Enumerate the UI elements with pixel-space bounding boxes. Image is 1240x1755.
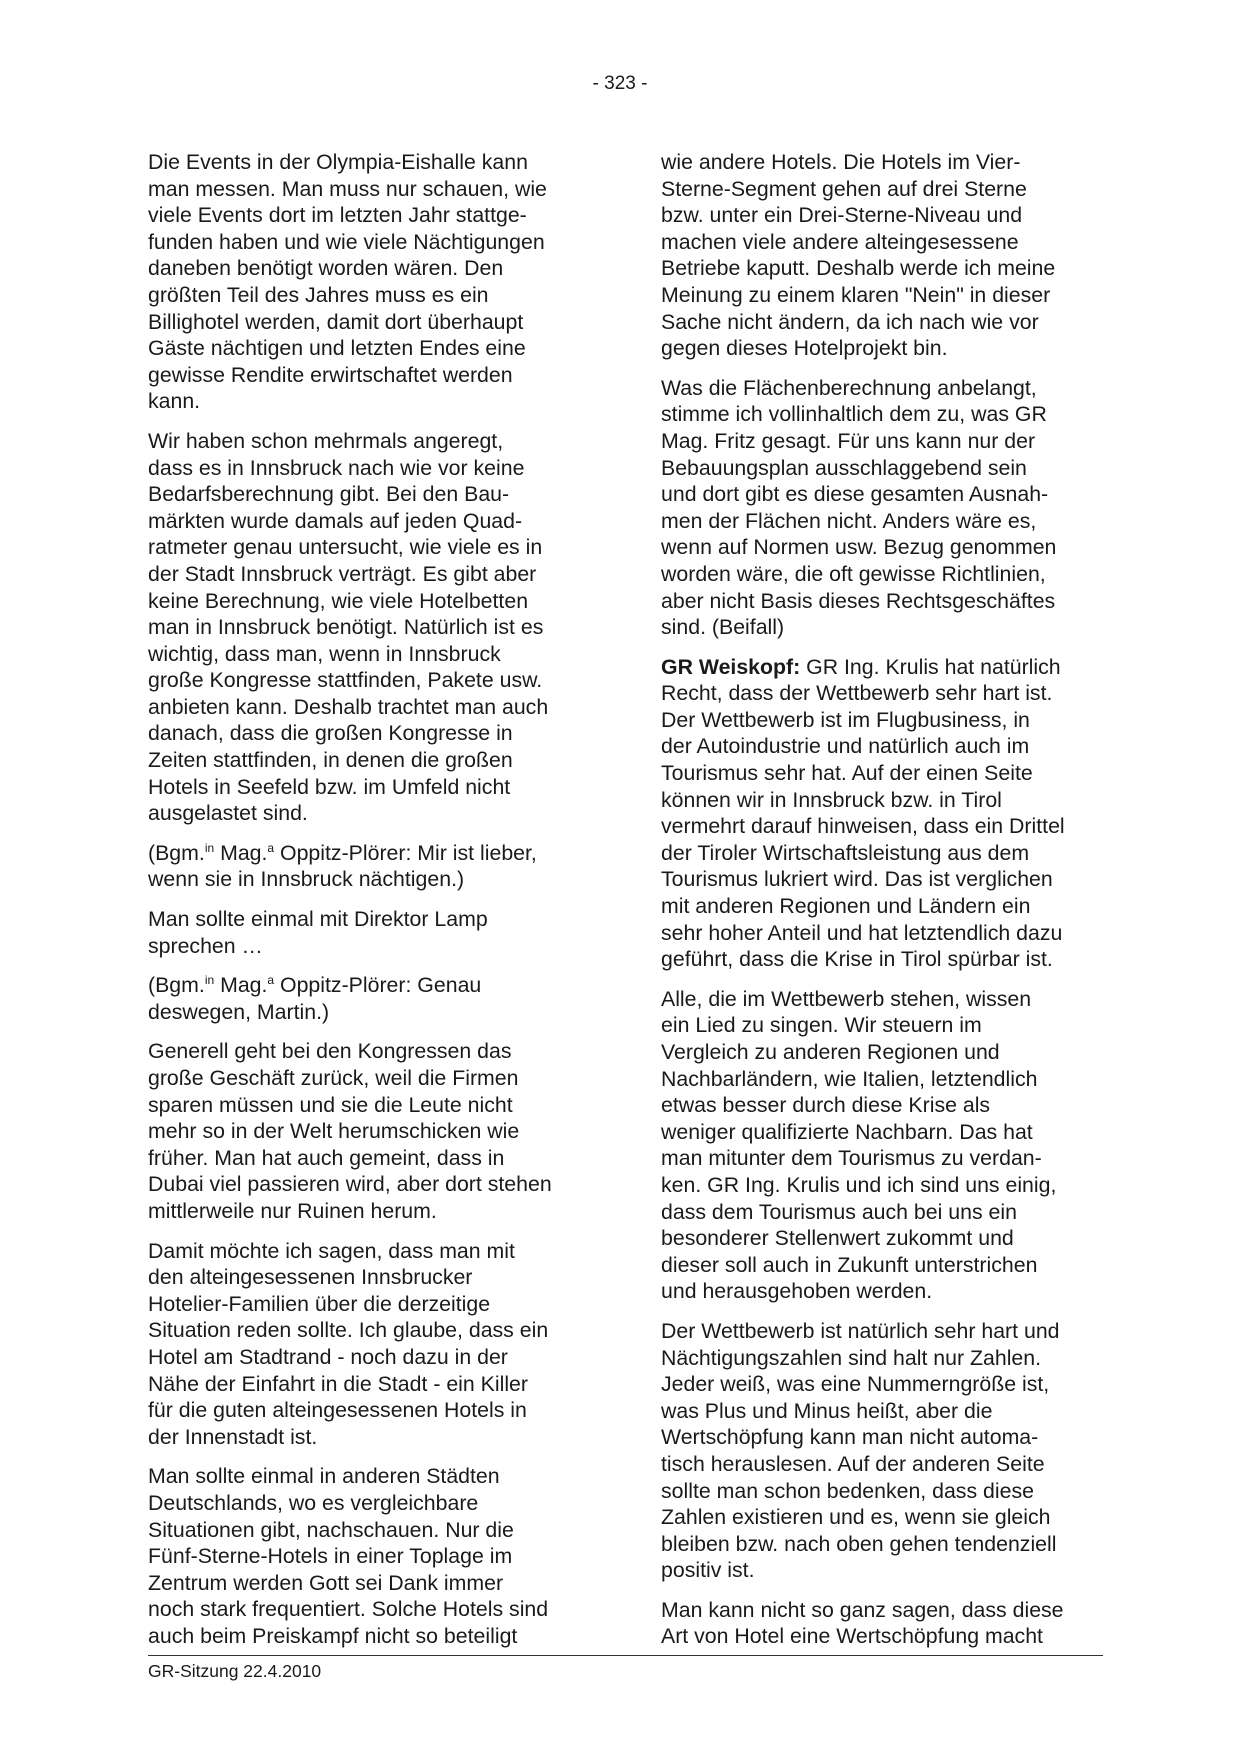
- speaker-paragraph: [661, 654, 1106, 973]
- paragraph: Damit möchte ich sagen, dass man mit den alteingesessenen Innsbrucker Hotelier-Familien über die derzeitige Situation reden sollte. Ich glaube, dass ein Hotel am Stadtrand - noch dazu in der Nähe der Einfahrt in die Stadt - ein Killer für die guten alteingesessenen Hotels in der Innenstadt ist.: [148, 1238, 549, 1449]
- superscript: a: [267, 973, 275, 988]
- superscript: in: [204, 840, 215, 855]
- left-column: [148, 149, 588, 1662]
- right-column: [661, 149, 1106, 1663]
- paragraph: Man sollte einmal in anderen Städten Deutschlands, wo es vergleichbare Situationen gibt, nachschauen. Nur die Fünf-Sterne-Hotels in einer Toplage im Zentrum werden Gott sei Dank immer noch stark frequentiert. Solche Hotels sind auch beim Preiskampf nicht so beteiligt: [148, 1464, 549, 1648]
- speaker-text: GR Ing. Krulis hat natürlich Recht, dass der Wettbewerb sehr hart ist. Der Wettbewerb ist im Flugbusiness, in der Autoindustrie und natürlich auch im Tourismus sehr hat. Auf der einen Seite können wir in Innsbruck bzw. in Tirol vermehrt darauf hinweisen, dass ein Drittel der Tiroler Wirtschaftsleistung aus dem Tourismus lukriert wird. Das ist verglichen mit anderen Regionen und Ländern ein sehr hoher Anteil und hat letztendlich dazu geführt, dass die Krise in Tirol spürbar ist.: [661, 654, 1065, 972]
- paragraph: Man sollte einmal mit Direktor Lamp sprechen …: [148, 907, 488, 958]
- paragraph: Was die Flächenberechnung anbelangt, stimme ich vollinhaltlich dem zu, was GR Mag. Fritz gesagt. Für uns kann nur der Bebauungsplan ausschlaggebend sein und dort gibt es diese gesamten Ausnah- men der Flächen nicht. Anders wäre es, wenn auf Normen usw. Bezug genommen worden wäre, die oft gewisse Richtlinien, aber nicht Basis dieses Rechtsgeschäftes sind. (Beifall): [661, 375, 1057, 640]
- superscript: in: [204, 973, 215, 988]
- paragraph: Der Wettbewerb ist natürlich sehr hart und Nächtigungszahlen sind halt nur Zahlen. Jeder weiß, was eine Nummerngröße ist, was Plus und Minus heißt, aber die Wertschöpfung kann man nicht automa- tisch herauslesen. Auf der anderen Seite sollte man schon bedenken, dass diese Zahlen existieren und es, wenn sie gleich bleiben bzw. nach oben gehen tendenziell positiv ist.: [661, 1318, 1060, 1583]
- interjection: [148, 972, 588, 1025]
- interjection-text: Oppitz-Plörer: Genau deswegen, Martin.): [148, 973, 482, 1024]
- interjection-prefix: (Bgm.: [148, 973, 205, 998]
- footer-session-date: GR-Sitzung 22.4.2010: [148, 1661, 322, 1681]
- interjection-text: Oppitz-Plörer: Mir ist lieber, wenn sie in Innsbruck nächtigen.): [148, 840, 537, 892]
- interjection-middle: Mag.: [214, 973, 268, 998]
- paragraph: Wir haben schon mehrmals angeregt, dass es in Innsbruck nach wie vor keine Bedarfsberechnung gibt. Bei den Bau- märkten wurde damals auf jeden Quad- ratmeter genau untersucht, wie viele es in der Stadt Innsbruck verträgt. Es gibt aber keine Berechnung, wie viele Hotelbetten man in Innsbruck benötigt. Natürlich ist es wichtig, dass man, wenn in Innsbruck große Kongresse stattfinden, Pakete usw. anbieten kann. Deshalb trachtet man auch danach, dass die großen Kongresse in Zeiten stattfinden, in denen die großen Hotels in Seefeld bzw. im Umfeld nicht ausgelastet sind.: [148, 428, 549, 826]
- interjection-middle: Mag.: [214, 840, 268, 865]
- paragraph: wie andere Hotels. Die Hotels im Vier- Sterne-Segment gehen auf drei Sterne bzw. unter ein Drei-Sterne-Niveau und machen viele andere alteingesessene Betriebe kaputt. Deshalb werde ich meine Meinung zu einem klaren "Nein" in dieser Sache nicht ändern, da ich nach wie vor gegen dieses Hotelprojekt bin.: [661, 150, 1056, 361]
- superscript: a: [267, 840, 275, 855]
- interjection-prefix: (Bgm.: [148, 840, 205, 865]
- paragraph: Die Events in der Olympia-Eishalle kann man messen. Man muss nur schauen, wie viele Events dort im letzten Jahr stattge- funden haben und wie viele Nächtigungen daneben benötigt worden wären. Den größten Teil des Jahres muss es ein Billighotel werden, damit dort überhaupt Gäste nächtigen und letzten Endes eine gewisse Rendite erwirtschaftet werden kann.: [148, 150, 547, 414]
- paragraph: Alle, die im Wettbewerb stehen, wissen ein Lied zu singen. Wir steuern im Vergleich zu anderen Regionen und Nachbarländern, wie Italien, letztendlich etwas besser durch diese Krise als weniger qualifizierte Nachbarn. Das hat man mitunter dem Tourismus zu verdan- ken. GR Ing. Krulis und ich sind uns einig, dass dem Tourismus auch bei uns ein besonderer Stellenwert zukommt und dieser soll auch in Zukunft unterstrichen und herausgehoben werden.: [661, 986, 1057, 1304]
- page-number: - 323 -: [592, 73, 648, 94]
- paragraph: Generell geht bei den Kongressen das große Geschäft zurück, weil die Firmen sparen müssen und sie die Leute nicht mehr so in der Welt herumschicken wie früher. Man hat auch gemeint, dass in Dubai viel passieren wird, aber dort stehen mittlerweile nur Ruinen herum.: [148, 1039, 552, 1223]
- speaker-name: GR Weiskopf:: [661, 654, 801, 679]
- paragraph: Man kann nicht so ganz sagen, dass diese Art von Hotel eine Wertschöpfung macht: [661, 1597, 1064, 1649]
- interjection: [148, 840, 588, 893]
- footer-divider: [148, 1655, 1103, 1656]
